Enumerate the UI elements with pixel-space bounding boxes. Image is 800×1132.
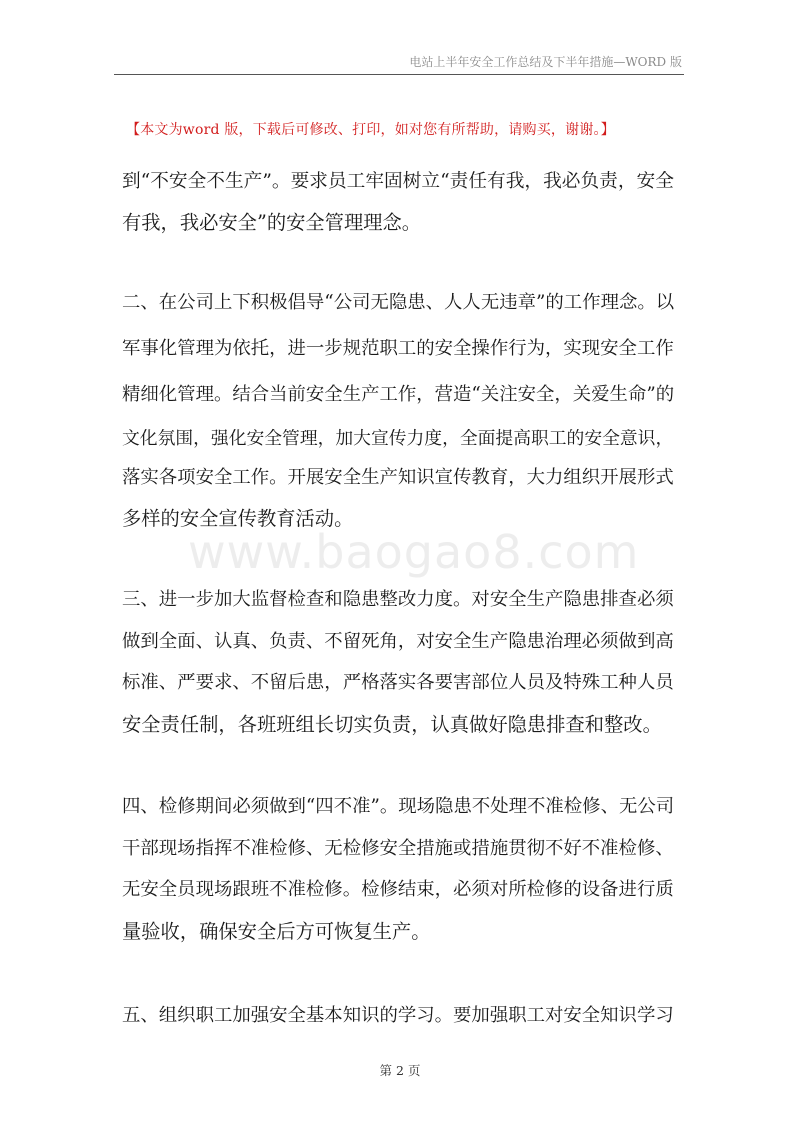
document-header-title: 电站上半年安全工作总结及下半年措施—WORD 版 [409,55,682,69]
text-line: 无安全员现场跟班不准检修。检修结束，必须对所检修的设备进行质 [122,879,674,900]
text-line: 做到全面、认真、负责、不留死角，对安全生产隐患治理必须做到高 [122,631,674,652]
text-line: 多样的安全宣传教育活动。 [122,507,354,530]
text-line: 三、进一步加大监督检查和隐患整改力度。对安全生产隐患排查必须 [122,589,674,610]
text-line: 干部现场指挥不准检修、无检修安全措施或措施贯彻不好不准检修、 [122,838,674,859]
text-line: 安全责任制，各班班组长切实负责，认真做好隐患排查和整改。 [122,713,662,736]
text-line: 落实各项安全工作。开展安全生产知识宣传教育，大力组织开展形式 [122,467,674,488]
text-line: 量验收，确保安全后方可恢复生产。 [122,920,431,943]
text-line: 五、组织职工加强安全基本知识的学习。要加强职工对安全知识学习 [122,1005,674,1026]
page-number: 第 2 页 [379,1063,421,1078]
watermark: www.baogao8.com [188,525,640,579]
text-line: 标准、严要求、不留后患，严格落实各要害部位人员及特殊工种人员 [122,672,674,693]
text-line: 文化氛围，强化安全管理，加大宣传力度，全面提高职工的安全意识， [122,428,674,449]
header-divider [114,74,684,75]
text-line: 军事化管理为依托，进一步规范职工的安全操作行为，实现安全工作 [122,338,674,359]
text-line: 有我，我必安全”的安全管理理念。 [122,211,422,234]
text-line: 四、检修期间必须做到“四不准”。现场隐患不处理不准检修、无公司 [122,796,675,817]
text-line: 精细化管理。结合当前安全生产工作，营造“关注安全，关爱生命”的 [122,384,675,405]
text-line: 到“不安全不生产”。要求员工牢固树立“责任有我，我必负责，安全 [122,171,674,192]
text-line: 二、在公司上下积极倡导“公司无隐患、人人无违章”的工作理念。以 [122,292,675,313]
purchase-notice: 【本文为word 版，下载后可修改、打印，如对您有所帮助，请购买，谢谢。】 [126,122,615,138]
